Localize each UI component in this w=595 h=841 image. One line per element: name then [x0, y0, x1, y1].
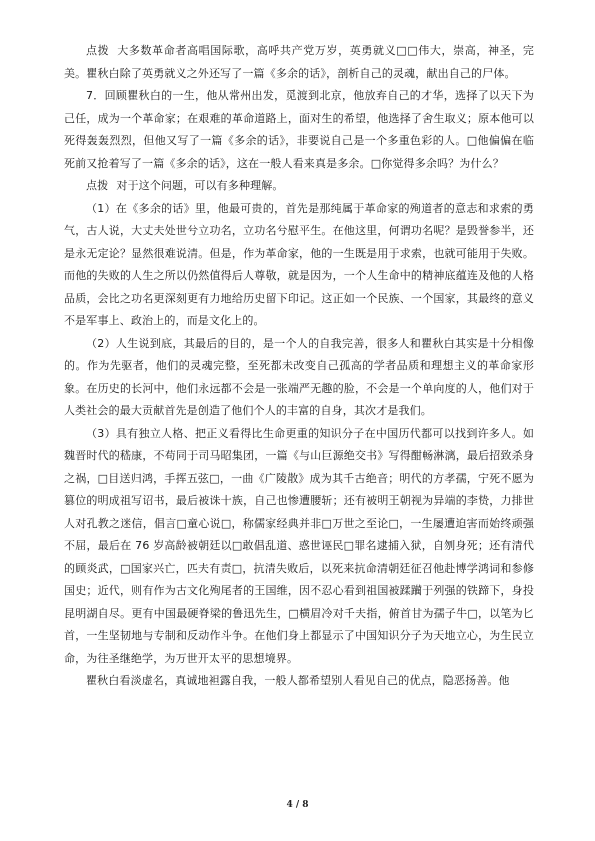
- paragraph-text: 大多数革命者高唱国际歌，高呼共产党万岁，英勇就义□□伟大，崇高，神圣，完美。瞿秋白除了英勇就义之外还写了一篇《多余的话》，剖析自己的灵魂，献出自己的尸体。: [64, 44, 534, 80]
- paragraph-text: 瞿秋白看淡虚名，真诚地袒露自我，一般人都希望别人看见自己的优点，隐恶扬善。他: [86, 674, 510, 687]
- paragraph-point-2: [64, 333, 534, 423]
- paragraph-closing: [64, 670, 534, 693]
- paragraph-point-3: [64, 423, 534, 671]
- paragraph-text: 对于这个问题，可以有多种理解。: [116, 179, 284, 192]
- paragraph-text: （2）人生说到底，其最后的目的，是一个人的自我完善，很多人和瞿秋白其实是十分相像的。作为先驱者，他们的灵魂完整，至死都未改变自己孤高的学者品质和理想主义的革命家形象。在历史的长河中，他们永远都不会是一张端严无趣的脸，不会是一个单向度的人，他们对于人类社会的最大贡献首先是创造了他们个人的丰富的自身，其次才是我们。: [64, 336, 534, 417]
- paragraph-text: （1）在《多余的话》里，他最可贵的，首先是那纯属于革命家的殉道者的意志和求索的勇气，古人说，大丈夫处世兮立功名，立功名兮慰平生。在他这里，何谓功名呢？是毁誉参半，还是永无定论？显然很难说清。但是，作为革命家，他的一生既是用于求索，也就可能用于失败。而他的失败的人生之所以仍然值得后人尊敬，就是因为，一个人生命中的精神底蕴连及他的人格品质，会比之功名更深刻更有力地给历史留下印记。这正如一个民族、一个国家，其最终的意义不是军事上、政治上的，而是文化上的。: [64, 201, 534, 327]
- paragraph-point-1: [64, 198, 534, 333]
- paragraph-text: （3）具有独立人格、把正义看得比生命更重的知识分子在中国历代都可以找到许多人。如魏晋时代的嵇康，不苟同于司马昭集团，一篇《与山巨源绝交书》写得酣畅淋漓，最后招致杀身之祸，□目送归鸿，手挥五弦□，一曲《广陵散》成为其千古绝音；明代的方孝孺，宁死不愿为篡位的明成祖写诏书，最后被诛十族，自己也惨遭腰斩；还有被明王朝视为异端的李贽，力排世人对孔教之迷信，倡言□童心说□，称儒家经典并非□万世之至论□，一生屡遭迫害而始终顽强不屈，最后在 76 岁高龄被朝廷以□敢倡乱道、惑世诬民□罪名逮捕入狱，自刎身死；还有清代的顾炎武，□国家兴亡，匹夫有责□，抗清失败后，以死来抗命清朝廷征召他赴博学鸿词和参修国史；近代，则有作为古文化殉尾者的王国维，因不忍心看到祖国被蹂躏于列强的铁蹄下，身投昆明湖自尽。更有中国最硬脊梁的鲁迅先生，□横眉冷对千夫指，俯首甘为孺子牛□，以笔为匕首，一生坚韧地与专制和反动作斗争。在他们身上都显示了中国知识分子为天地立心，为生民立命，为往圣继绝学，为万世开太平的思想境界。: [64, 426, 534, 665]
- note-label: 点拨: [86, 44, 110, 57]
- document-body: [64, 40, 534, 693]
- paragraph-text: 7．回顾瞿秋白的一生，他从常州出发，觅渡到北京，他放弃自己的才华，选择了以天下为己任，成为一个革命家；在艰难的革命道路上，面对生的希望，他选择了舍生取义；原本他可以死得轰轰烈烈，但他又写了一篇《多余的话》，非要说自己是一个多重色彩的人。□他偏偏在临死前又抢着写了一篇《多余的话》，这在一般人看来真是多余。□你觉得多余吗？为什么？: [64, 89, 534, 170]
- paragraph-note-1: [64, 40, 534, 85]
- page-number: 4 / 8: [286, 800, 309, 810]
- paragraph-question-7: [64, 85, 534, 175]
- note-label: 点拨: [86, 179, 109, 192]
- paragraph-note-2: [64, 175, 534, 198]
